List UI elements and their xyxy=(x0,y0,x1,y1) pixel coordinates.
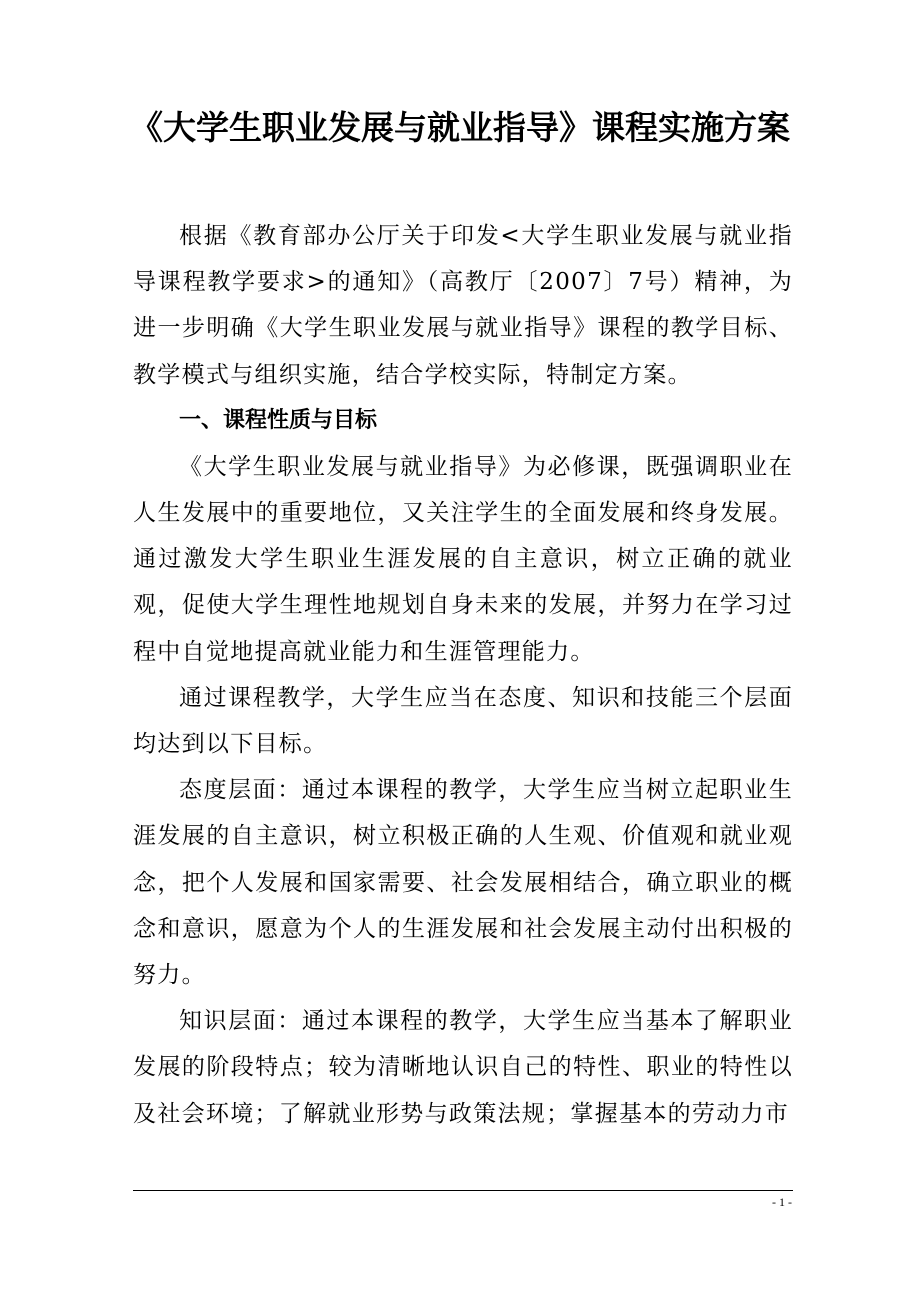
page-number: - 1 - xyxy=(772,1195,792,1209)
document-body xyxy=(133,213,793,1137)
attitude-goal-paragraph: 态度层面：通过本课程的教学，大学生应当树立起职业生涯发展的自主意识，树立积极正确的人生观、价值观和就业观念，把个人发展和国家需要、社会发展相结合，确立职业的概念和意识，愿意为个人的生涯发展和社会发展主动付出积极的努力。 xyxy=(133,777,793,989)
document-title: 《大学生职业发展与就业指导》课程实施方案 xyxy=(130,108,790,147)
section-heading: 一、课程性质与目标 xyxy=(179,407,378,433)
goals-intro-paragraph: 通过课程教学，大学生应当在态度、知识和技能三个层面均达到以下目标。 xyxy=(133,684,793,758)
intro-paragraph: 根据《教育部办公厅关于印发<大学生职业发展与就业指导课程教学要求>的通知》（高教厅〔2007〕7号）精神，为进一步明确《大学生职业发展与就业指导》课程的教学目标、教学模式与组织实施，结合学校实际，特制定方案。 xyxy=(133,223,793,388)
course-nature-paragraph: 《大学生职业发展与就业指导》为必修课，既强调职业在人生发展中的重要地位，又关注学生的全面发展和终身发展。通过激发大学生职业生涯发展的自主意识，树立正确的就业观，促使大学生理性地规划自身未来的发展，并努力在学习过程中自觉地提高就业能力和生涯管理能力。 xyxy=(133,453,793,665)
footer-divider xyxy=(133,1190,793,1191)
knowledge-goal-paragraph: 知识层面：通过本课程的教学，大学生应当基本了解职业发展的阶段特点；较为清晰地认识自己的特性、职业的特性以及社会环境；了解就业形势与政策法规；掌握基本的劳动力市 xyxy=(133,1008,793,1127)
